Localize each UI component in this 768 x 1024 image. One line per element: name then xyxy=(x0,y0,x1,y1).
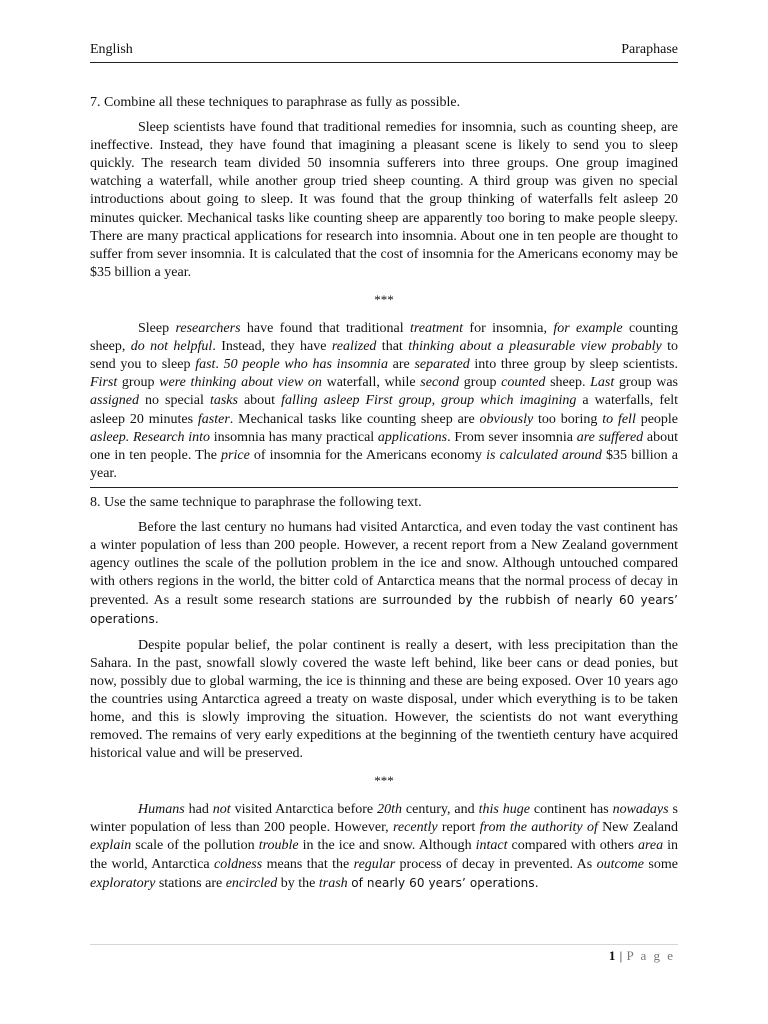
text-run: researchers xyxy=(175,321,241,337)
text-run: compared with others xyxy=(507,838,638,854)
text-run: Despite popular belief, the polar continent is really a desert, with less precipitation than the Sahara. In the past, snowfall slowly covered the waste left behind, like beer cans or dead ponies, but now, possibly due to global warming, the ice is thinning and these are being exposed. Over 10 years ago the countries using Antarctica agreed a treaty on waste disposal, under which everything is to be taken home, and this is slowly improving the situation. However, the scientists do not want everything removed. The remains of very early expeditions at the beginning of the twentieth century have acquired historical value and will be preserved. xyxy=(90,637,678,762)
text-run: surrounded by the rubbish of nearly 60 years’ operations. xyxy=(90,593,678,627)
text-run: faster xyxy=(197,411,230,427)
text-run: by the xyxy=(277,875,319,891)
exercise-8-original-paragraph-2 xyxy=(90,637,678,764)
text-run: do not helpful xyxy=(130,339,213,355)
exercise-7-heading: 7. Combine all these techniques to paraphrase as fully as possible. xyxy=(90,95,461,110)
text-run: counting sheep, xyxy=(90,321,679,355)
page-header xyxy=(90,41,678,59)
header-divider xyxy=(90,62,678,63)
text-run: price xyxy=(221,447,250,463)
text-run: for insomnia, xyxy=(463,321,554,337)
text-run: had xyxy=(184,802,213,818)
text-run: . From sever insomnia xyxy=(447,429,577,445)
text-run: no special xyxy=(139,393,210,409)
text-run: First xyxy=(90,375,118,391)
text-run: are xyxy=(387,357,415,373)
text-run: about one in ten people. The xyxy=(90,429,678,463)
text-run: were thinking about view on xyxy=(159,375,322,391)
text-run: this huge xyxy=(478,802,530,818)
text-run: tasks xyxy=(209,393,238,409)
text-run: are suffered xyxy=(576,429,644,445)
text-run: applications xyxy=(377,429,448,445)
text-run: area xyxy=(637,838,664,854)
text-run: process of decay in prevented. As xyxy=(395,856,597,872)
text-run: a waterfalls, felt asleep 20 minutes xyxy=(90,393,678,427)
text-run: some xyxy=(644,856,678,872)
separator-stars: *** xyxy=(374,773,394,789)
text-run: nowadays xyxy=(612,802,669,818)
text-run: treatment xyxy=(409,321,464,337)
text-run: 50 people who has insomnia xyxy=(223,357,388,373)
text-run: $35 billion a year. xyxy=(90,447,678,481)
text-run: counted xyxy=(501,375,546,391)
footer-divider xyxy=(90,944,678,945)
text-run: Humans xyxy=(138,802,185,818)
text-run: exploratory xyxy=(90,875,156,891)
text-run: means that the xyxy=(262,856,354,872)
text-run: that xyxy=(376,339,409,355)
text-run: for example xyxy=(553,321,623,337)
text-run: waterfall, while xyxy=(321,375,421,391)
text-run: thinking about a pleasurable view probably xyxy=(408,339,662,355)
text-run: trouble xyxy=(258,838,299,854)
text-run: continent has xyxy=(529,802,613,818)
text-run: not xyxy=(212,802,231,818)
exercise-8-original-paragraph-1 xyxy=(90,519,678,630)
text-run: encircled xyxy=(225,875,278,891)
text-run: trash xyxy=(318,875,348,891)
text-run: fast xyxy=(195,357,216,373)
text-run: stations are xyxy=(155,875,226,891)
text-run: in the ice and snow. Although xyxy=(298,838,476,854)
text-run: of nearly 60 years’ operations. xyxy=(351,875,539,890)
text-run: 20th xyxy=(377,802,402,818)
text-run: . Mechanical tasks like counting sheep are xyxy=(229,411,480,427)
text-run: is calculated around xyxy=(486,447,602,463)
text-run: of insomnia for the Americans economy xyxy=(249,447,487,463)
text-run: century, and xyxy=(401,802,479,818)
section-divider xyxy=(90,487,678,488)
exercise-7-original-text xyxy=(90,119,678,282)
page-footer xyxy=(609,948,675,964)
page-number: 1 xyxy=(608,948,616,963)
text-run: scale of the pollution xyxy=(131,838,259,854)
page-label: P a g e xyxy=(626,948,675,963)
text-run: explain xyxy=(90,838,132,854)
text-run: Sleep scientists have found that traditional remedies for insomnia, such as counting sheep, are ineffective. Instead, they have found that imagining a pleasant scene is likely to send you to sleep quickly. The research team divided 50 insomnia sufferers into three groups. One group imagined watching a waterfall, while another group tried sheep counting. A third group was given no special introductions about going to sleep. It was found that the group thinking of waterfalls felt asleep 20 minutes quicker. Mechanical tasks like counting sheep are apparently too boring to make people sleepy. There are many practical applications for research into insomnia. About one in ten people are thought to suffer from sever insomnia. It is calculated that the cost of insomnia for the Americans economy may be $35 billion a year. xyxy=(90,120,678,280)
text-run: outcome xyxy=(596,856,645,872)
text-run: falling asleep First group, group which imagining xyxy=(281,393,577,409)
footer-separator: | xyxy=(615,948,627,963)
exercise-8-heading: 8. Use the same technique to paraphrase the following text. xyxy=(90,494,422,510)
text-run: people xyxy=(635,411,679,427)
text-run: regular xyxy=(353,856,396,872)
text-run: group xyxy=(459,375,502,391)
text-run: . xyxy=(215,357,224,373)
separator-stars: *** xyxy=(374,291,394,307)
header-topic: Paraphase xyxy=(621,42,678,57)
text-run: separated xyxy=(414,357,470,373)
text-run: have found that traditional xyxy=(240,321,410,337)
text-run: from the authority of xyxy=(479,820,598,836)
text-run: obviously xyxy=(479,411,534,427)
text-run: New Zealand xyxy=(597,820,678,836)
text-run: to send you to sleep xyxy=(90,339,678,373)
text-run: visited Antarctica before xyxy=(230,802,378,818)
text-run: insomnia has many practical xyxy=(210,429,378,445)
text-run: recently xyxy=(393,820,438,836)
text-run: group was xyxy=(614,375,678,391)
text-run: s winter population of less than 200 people. However, xyxy=(90,802,678,836)
text-run: second xyxy=(420,375,460,391)
text-run: in the world, Antarctica xyxy=(90,838,679,872)
exercise-8-paraphrase xyxy=(90,801,678,892)
text-run: realized xyxy=(331,339,377,355)
text-run: group xyxy=(117,375,160,391)
header-subject: English xyxy=(90,42,133,57)
text-run: . Instead, they have xyxy=(212,339,332,355)
text-run: about xyxy=(237,393,282,409)
text-run: report xyxy=(437,820,480,836)
text-run: into three group by sleep scientists. xyxy=(469,357,679,373)
text-run: Last xyxy=(590,375,615,391)
text-run: Before the last century no humans had visited Antarctica, and even today the vast continent has a winter population of less than 200 people. However, a recent report from a New Zealand government agency outlines the scale of the pollution problem in the ice and snow. Although untouched compared with others regions in the world, the bitter cold of Antarctica means that the normal process of decay in prevented. As a result some research stations are xyxy=(90,519,678,609)
exercise-7-paraphrase xyxy=(90,320,678,483)
text-run: Sleep xyxy=(138,321,176,337)
text-run: asleep. Research into xyxy=(90,429,211,445)
text-run: intact xyxy=(475,838,508,854)
text-run: coldness xyxy=(213,856,263,872)
text-run: to fell xyxy=(602,411,636,427)
text-run: sheep. xyxy=(545,375,591,391)
text-run: assigned xyxy=(90,393,139,409)
text-run: too boring xyxy=(533,411,603,427)
document-body xyxy=(90,94,678,893)
